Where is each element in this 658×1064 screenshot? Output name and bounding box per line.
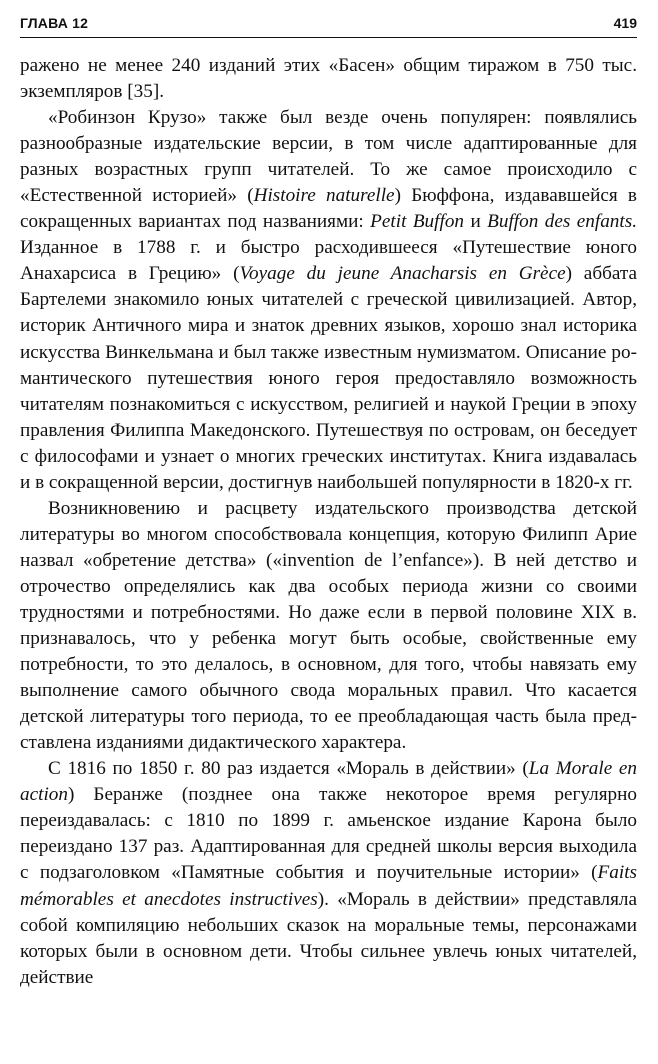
text-run: С 1816 по 1850 г. 80 раз издается «Мораль в действии» ( [48, 758, 529, 780]
text-run: Возникновению и расцвету издательского производства детской литературы во многом способствовала концепция, которую Филипп Арие назвал «обретение детства» («invention de l’enfance»). В ней детство и отрочество определялись как два особых периода жизни со своими трудностями и потребностями. Но даже если в первой половине XIX в. признавалось, что у ребенка могут быть особые, свойственные ему потребности, то это делалось, в основном, для того, чтобы навязать ему выполнение самого обычного свода моральных правил. Что касается детской литературы того периода, то ее преобладающая часть была представлена изданиями дидактического характера. [20, 497, 637, 754]
text-run: ) Бюффона, издававшейся в сокращенных вариантах под названиями: [20, 185, 637, 233]
text-run: ). «Мораль в действии» представляла собой компиляцию небольших сказок на моральные темы, персонажами которых были в основном дети. Чтобы сильнее увлечь юных читателей, действие [20, 888, 637, 988]
paragraph [20, 756, 637, 990]
paragraph [20, 496, 637, 756]
italic-title: Petit Buffon [370, 211, 465, 233]
running-header [20, 13, 637, 38]
paragraph [20, 105, 637, 496]
italic-title: Histoire naturelle [253, 185, 395, 207]
italic-title: La Morale en action [20, 758, 637, 806]
page-number: 419 [613, 15, 637, 31]
text-run: ) аббата Бартелеми знакомило юных читателей с греческой цивилизацией. Автор, историк Античного мира и знаток древних языков, хорошо знал историка искусства Винкельмана и был также известным нумизматом. Описание романтического путешествия юного героя предоставляло возможность читателям познакомиться с искусством, религией и наукой Греции в эпоху правления Филиппа Македонского. Путешествуя по островам, он беседует с философами и узнает о многих греческих институтах. Книга издавалась и в сокращенной версии, достигнув наибольшей популярности в 1820-х гг. [20, 263, 637, 493]
text-run: Изданное в 1788 г. и быстро расходившееся «Путешествие юного Анахарсиса в Грецию» ( [20, 237, 637, 285]
italic-title: Voyage du jeune Anacharsis en Grèce [239, 263, 566, 285]
paragraph [20, 53, 637, 105]
text-run: ) Беранже (позднее она также некоторое время регулярно переиздавалась: с 1810 по 1899 г. амьенское издание Карона было переиздано 137 раз. Адаптированная для средней школы версия выходила с подзаголовком «Памятные события и поучительные истории» ( [20, 784, 637, 884]
chapter-title: ГЛАВА 12 [20, 15, 89, 31]
text-run: и [464, 211, 488, 233]
body-text [20, 53, 637, 1061]
italic-title: Faits mémorables et anecdotes instructives [20, 862, 637, 910]
text-run: «Робинзон Крузо» также был везде очень популярен: появлялись разнообразные издательские версии, в том числе адаптированные для разных возрастных групп читателей. То же самое происходило с «Естественной историей» ( [20, 107, 637, 207]
italic-title: Buffon des enfants. [487, 211, 637, 233]
text-run: ражено не менее 240 изданий этих «Басен» общим тиражом в 750 тыс. экземпляров [35]. [20, 55, 637, 103]
